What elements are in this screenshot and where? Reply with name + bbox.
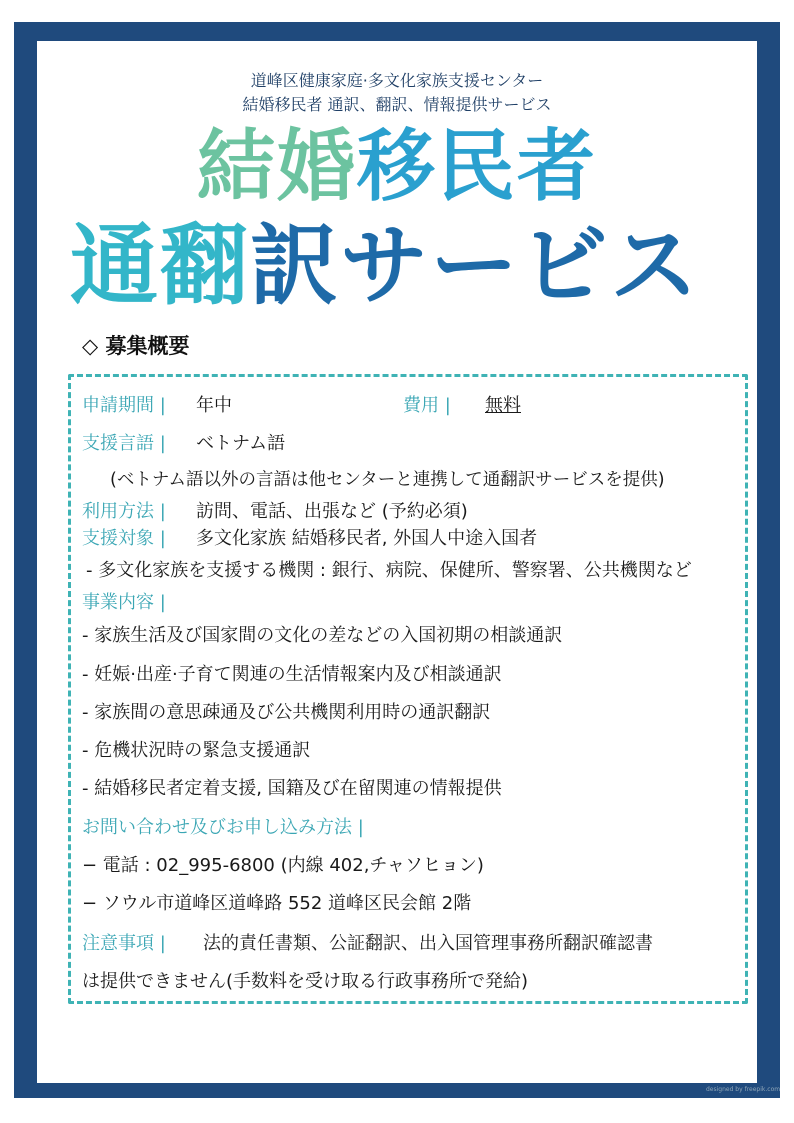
section-heading: ◇ 募集概要 <box>82 334 190 358</box>
fee-value: 無料 <box>485 395 521 416</box>
title-line-1 <box>0 122 794 212</box>
title-line-2-part-1: 通翻 <box>69 214 250 317</box>
business-item: - 危機状況時の緊急支援通訳 <box>82 740 311 761</box>
target-extra: - 多文化家族を支援する機関 : 銀行、病院、保健所、警察署、公共機関など <box>86 560 692 581</box>
business-item: - 家族間の意思疎通及び公共機関利用時の通訳翻訳 <box>82 702 491 723</box>
method-label: 利用方法 | <box>82 501 166 522</box>
contact-address: − ソウル市道峰区道峰路 552 道峰区民会館 2階 <box>82 893 472 914</box>
notice-label: 注意事項 | <box>82 933 166 954</box>
method-value: 訪問、電話、出張など (予約必須) <box>196 501 468 522</box>
business-item: - 結婚移民者定着支援, 国籍及び在留関連の情報提供 <box>82 778 502 799</box>
language-value: ベトナム語 <box>196 433 286 454</box>
title-line-2 <box>0 214 782 317</box>
business-label: 事業内容 | <box>82 592 166 613</box>
contact-phone: − 電話 : 02_995-6800 (内線 402,チャソヒョン) <box>82 855 484 876</box>
business-item: - 妊娠·出産·子育て関連の生活情報案内及び相談通訳 <box>82 664 502 685</box>
designer-credit: designed by freepik.com <box>706 1086 781 1093</box>
title-line-1-part-1: 結婚 <box>196 122 357 212</box>
business-item: - 家族生活及び国家間の文化の差などの入国初期の相談通訳 <box>82 625 563 646</box>
fee-label: 費用 | <box>403 395 451 416</box>
period-value: 年中 <box>196 395 232 416</box>
language-note: (ベトナム語以外の言語は他センターと連携して通翻訳サービスを提供) <box>110 470 665 490</box>
organization-name: 道峰区健康家庭·多文化家族支援センター <box>250 71 544 90</box>
service-line: 結婚移民者 通訳、翻訳、情報提供サービス <box>242 95 552 114</box>
contact-label: お問い合わせ及びお申し込み方法 | <box>82 817 364 838</box>
target-label: 支援対象 | <box>82 528 166 549</box>
title-line-2-part-2: 訳サービス <box>250 214 701 317</box>
period-label: 申請期間 | <box>82 395 166 416</box>
language-label: 支援言語 | <box>82 433 166 454</box>
notice-value-continued: は提供できません(手数料を受け取る行政事務所で発給) <box>82 971 529 992</box>
title-line-1-part-2: 移民者 <box>357 122 598 212</box>
notice-value: 法的責任書類、公証翻訳、出入国管理事務所翻訳確認書 <box>203 933 653 954</box>
target-value: 多文化家族 結婚移民者, 外国人中途入国者 <box>196 528 538 549</box>
